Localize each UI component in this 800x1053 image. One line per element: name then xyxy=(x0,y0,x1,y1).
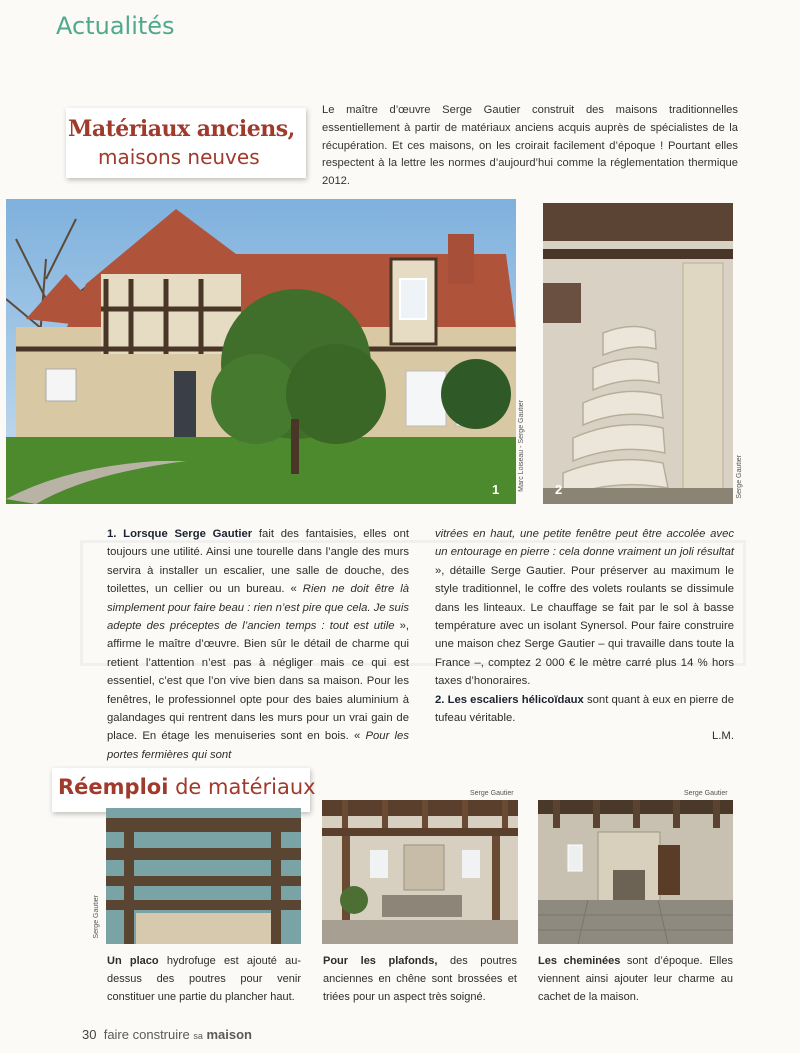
house-photo xyxy=(6,199,516,504)
caption-cheminees-text: sont d’époque. Elles viennent ainsi ajouter leur charme au cachet de la maison. xyxy=(538,955,733,1003)
section-title: Actualités xyxy=(56,12,175,40)
magazine-name-part3: maison xyxy=(206,1027,252,1042)
caption-placo-lead: Un placo xyxy=(107,955,159,967)
paragraph1-quote2: Pour les portes fermières qui sont xyxy=(107,730,409,761)
reemploi-title-rest: de matériaux xyxy=(168,775,316,799)
author-signature: L.M. xyxy=(712,730,734,743)
photo1-number: 1 xyxy=(492,482,500,497)
page-footer xyxy=(82,1027,252,1042)
paragraph3-lead: 2. Les escaliers hélicoïdaux xyxy=(435,693,584,706)
magazine-name xyxy=(104,1027,252,1042)
paragraph1-lead: 1. Lorsque Serge Gautier xyxy=(107,528,253,540)
caption-placo xyxy=(107,952,301,1006)
magazine-name-part1: faire construire xyxy=(103,1027,190,1042)
paragraph2-text: », détaille Serge Gautier. Pour préserver au maximum le style traditionnel, le coffre des volets roulants se dissimule dans les linteaux. Le chauffage se fait par le sol à basse température avec un isolant Synersol. Pour faire construire une maison chez Serge Gautier – qui travaille dans toute la France –, comptez 2 000 € le mètre carré plus 14 % hors taxes d’honoraires. xyxy=(435,564,734,688)
photo1-credit-side: Marc Loiseau - Serge Gautier xyxy=(518,400,525,492)
page-number: 30 xyxy=(82,1027,97,1042)
article-column-right xyxy=(435,525,734,746)
photoA-credit: Serge Gautier xyxy=(93,895,100,939)
reemploi-title-bold: Réemploi xyxy=(58,775,169,799)
house-illustration xyxy=(6,199,516,504)
caption-cheminees-lead: Les cheminées xyxy=(538,955,621,967)
paragraph1-text2: », affirme le maître d’œuvre. Bien sûr le détail de charme qui retient l’attention n’est pas à négliger mais ce qui est essentiel, c’est que l’on vive bien dans sa maison. Pour les fenêtres, le professionnel opte pour des baies aluminium à galandages qui rentrent dans les murs pour un vrai gain de place. En étage les menuiseries sont en bois. « xyxy=(107,620,409,743)
staircase-photo xyxy=(543,203,733,504)
beams-illustration xyxy=(106,808,301,944)
caption-plafonds xyxy=(323,952,517,1006)
photo2-credit: Serge Gautier xyxy=(736,455,743,499)
photoC-credit: Serge Gautier xyxy=(684,790,728,797)
caption-placo-text: hydrofuge est ajouté au-dessus des poutres pour venir constituer une partie du plancher haut. xyxy=(107,955,301,1003)
fireplace-photo xyxy=(538,800,733,944)
reemploi-title xyxy=(58,775,316,799)
headline-line1: Matériaux anciens, xyxy=(68,116,295,142)
living-room-photo xyxy=(322,800,518,944)
caption-plafonds-text: des poutres anciennes en chêne sont brossées et triées pour un aspect très soigné. xyxy=(323,955,517,1003)
paragraph1-quote: Rien ne doit être là simplement pour faire beau : rien n’est pire que cela. Je suis adepte des préceptes de l’ancien temps : tout est utile xyxy=(107,583,409,633)
article-column-left xyxy=(107,525,409,764)
fireplace-illustration xyxy=(538,800,733,944)
caption-cheminees xyxy=(538,952,733,1006)
paragraph1-text: fait des fantaisies, elles ont toujours une utilité. Ainsi une tourelle dans l’angle des murs servira à installer un escalier, une salle de douche, des toilettes, un cellier ou un bureau. « xyxy=(107,528,409,596)
headline-line2: maisons neuves xyxy=(98,145,260,169)
paragraph2-quote: vitrées en haut, une petite fenêtre peut être accolée avec un entourage en pierre : cela donne vraiment un joli résultat xyxy=(435,528,734,559)
magazine-name-part2: sa xyxy=(193,1031,203,1041)
staircase-illustration xyxy=(543,203,733,504)
beams-photo xyxy=(106,808,301,944)
photo2-number: 2 xyxy=(555,482,563,497)
caption-plafonds-lead: Pour les plafonds, xyxy=(323,955,438,967)
living-room-illustration xyxy=(322,800,518,944)
photoB-credit: Serge Gautier xyxy=(470,790,514,797)
intro-paragraph: Le maître d’œuvre Serge Gautier construit des maisons traditionnelles essentiellement à partir de matériaux anciens acquis auprès de spécialistes de la récupération. Et ces maisons, on les croirait facilement d’époque ! Pourtant elles respectent à la lettre les normes d’aujourd’hui comme la réglementation thermique 2012. xyxy=(322,104,738,188)
paragraph3-text: sont quant à eux en pierre de tufeau véritable. xyxy=(435,693,734,725)
